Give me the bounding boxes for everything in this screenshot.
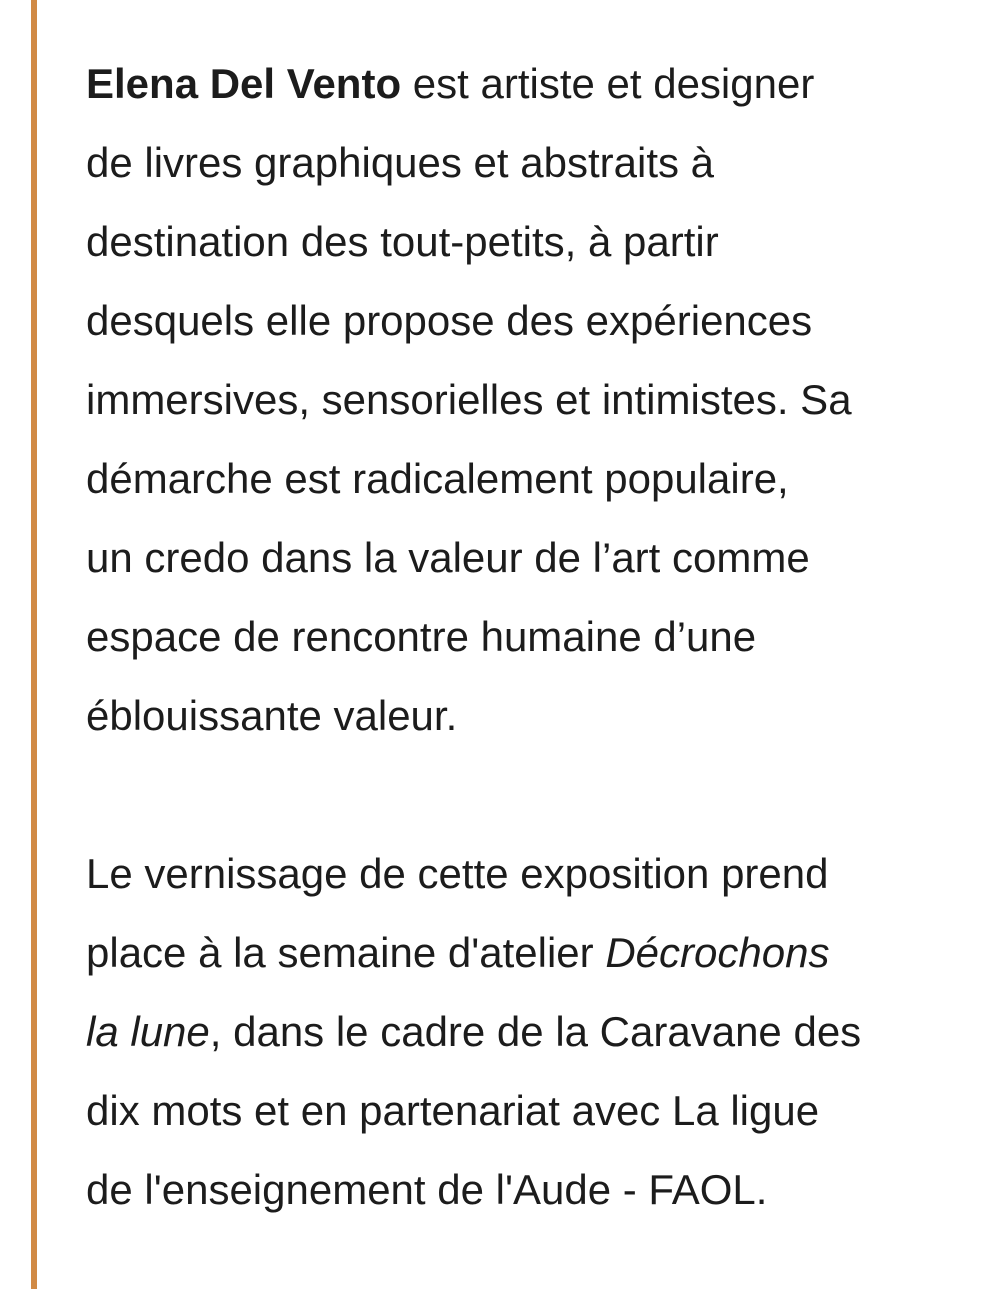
- workshop-title-part-1: Décrochons: [605, 929, 830, 976]
- paragraph-spacer: [86, 755, 966, 834]
- vernissage-line-2: place à la semaine d'atelier Décrochons: [86, 929, 830, 976]
- bio-line-3: destination des tout-petits, à partir: [86, 218, 719, 265]
- artist-name: Elena Del Vento: [86, 60, 402, 107]
- workshop-title-part-2: la lune: [86, 1008, 210, 1055]
- vernissage-line-4: dix mots et en partenariat avec La ligue: [86, 1087, 820, 1134]
- bio-line-1: Elena Del Vento est artiste et designer: [86, 60, 815, 107]
- bio-line-5: immersives, sensorielles et intimistes. Sa: [86, 376, 852, 423]
- accent-bar: [31, 0, 37, 1289]
- bio-line-9: éblouissante valeur.: [86, 692, 458, 739]
- vernissage-line-3: la lune, dans le cadre de la Caravane des: [86, 1008, 862, 1055]
- bio-line-8: espace de rencontre humaine d’une: [86, 613, 757, 660]
- artist-bio-paragraph: [86, 44, 966, 755]
- bio-line-4: desquels elle propose des expériences: [86, 297, 813, 344]
- article-text: [86, 44, 966, 1229]
- bio-line-6: démarche est radicalement populaire,: [86, 455, 789, 502]
- vernissage-paragraph: [86, 834, 966, 1229]
- vernissage-line-1: Le vernissage de cette exposition prend: [86, 850, 829, 897]
- bio-line-7: un credo dans la valeur de l’art comme: [86, 534, 810, 581]
- bio-line-2: de livres graphiques et abstraits à: [86, 139, 715, 186]
- vernissage-line-5: de l'enseignement de l'Aude - FAOL.: [86, 1166, 768, 1213]
